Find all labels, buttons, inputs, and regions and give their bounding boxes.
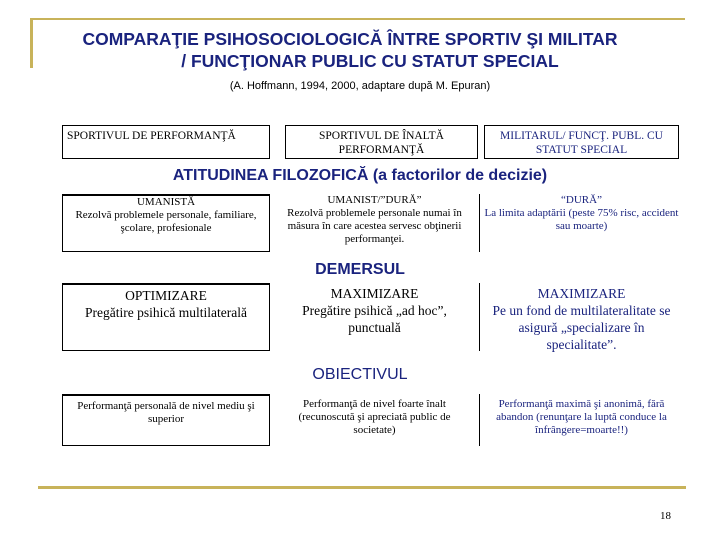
approach-col1-text: Pregătire psihică multilaterală — [85, 305, 247, 320]
attitude-col1-title: UMANISTĂ — [136, 196, 196, 208]
approach-divider-2 — [479, 283, 480, 351]
header-col3-label: MILITARUL/ FUNCŢ. PUBL. CU STATUT SPECIAL — [500, 130, 663, 156]
decorative-top-line — [30, 18, 685, 20]
approach-divider-1 — [269, 283, 270, 351]
objective-col3-cell — [484, 394, 679, 446]
attitude-col1-text: Rezolvă problemele personale, familiare, şcolare, profesionale — [75, 209, 257, 234]
approach-col1-title: OPTIMIZARE — [125, 288, 207, 303]
objective-divider-1 — [269, 394, 270, 446]
attitude-col2-cell — [272, 194, 477, 252]
objective-col3-text: Performanţă maximă şi anonimă, fără abandon (renunţare la luptă conduce la înfrângere=moarte!!) — [496, 398, 667, 436]
approach-heading: DEMERSUL — [315, 261, 405, 278]
header-military — [484, 125, 679, 159]
header-high-performance — [285, 125, 478, 159]
attitude-col3-cell — [484, 194, 679, 252]
decorative-bottom-line — [38, 486, 686, 489]
objective-divider-2 — [479, 394, 480, 446]
attitude-col2-title: UMANIST/”DURĂ” — [327, 194, 422, 206]
attitude-col1-cell — [62, 194, 270, 252]
title-line-2: / FUNCŢIONAR PUBLIC CU STATUT SPECIAL — [181, 51, 559, 71]
attitude-divider-2 — [479, 194, 480, 252]
approach-col3-title: MAXIMIZARE — [537, 286, 626, 301]
approach-col2-text: Pregătire psihică „ad hoc”, punctuală — [302, 303, 447, 335]
header-col1-label: SPORTIVUL DE PERFORMANŢĂ — [67, 130, 236, 142]
attitude-divider-1 — [269, 194, 270, 252]
objective-col1-text: Performanţă personală de nivel mediu şi superior — [77, 400, 255, 425]
objective-heading: OBIECTIVUL — [312, 366, 408, 383]
attitude-col3-text: La limita adaptării (peste 75% risc, accident sau moarte) — [484, 207, 679, 232]
attitude-col3-title: “DURĂ” — [561, 194, 602, 206]
attitude-col2-text: Rezolvă problemele personale numai în măsura în care acestea servesc obţinerii performanţei. — [287, 207, 462, 245]
attitude-heading: ATITUDINEA FILOZOFICĂ (a factorilor de decizie) — [172, 167, 548, 184]
objective-col2-text: Performanţă de nivel foarte înalt (recunoscută şi apreciată public de societate) — [298, 398, 451, 436]
approach-col1-cell — [62, 283, 270, 351]
decorative-vertical-line — [30, 18, 33, 68]
approach-col2-title: MAXIMIZARE — [330, 286, 419, 301]
objective-col2-cell — [272, 394, 477, 446]
slide-title — [40, 28, 700, 72]
title-line-1: COMPARAŢIE PSIHOSOCIOLOGICĂ ÎNTRE SPORTIV ŞI MILITAR — [82, 29, 618, 49]
page-number: 18 — [660, 510, 671, 522]
slide-subtitle: (A. Hoffmann, 1994, 2000, adaptare după M. Epuran) — [229, 80, 491, 92]
header-col2-label: SPORTIVUL DE ÎNALTĂ PERFORMANŢĂ — [319, 130, 444, 156]
approach-col3-cell — [484, 283, 679, 351]
objective-col1-cell — [62, 394, 270, 446]
header-sports-performance — [62, 125, 270, 159]
approach-col3-text: Pe un fond de multilateralitate se asigură „specializare în specialitate”. — [492, 303, 671, 352]
approach-col2-cell — [272, 283, 477, 351]
